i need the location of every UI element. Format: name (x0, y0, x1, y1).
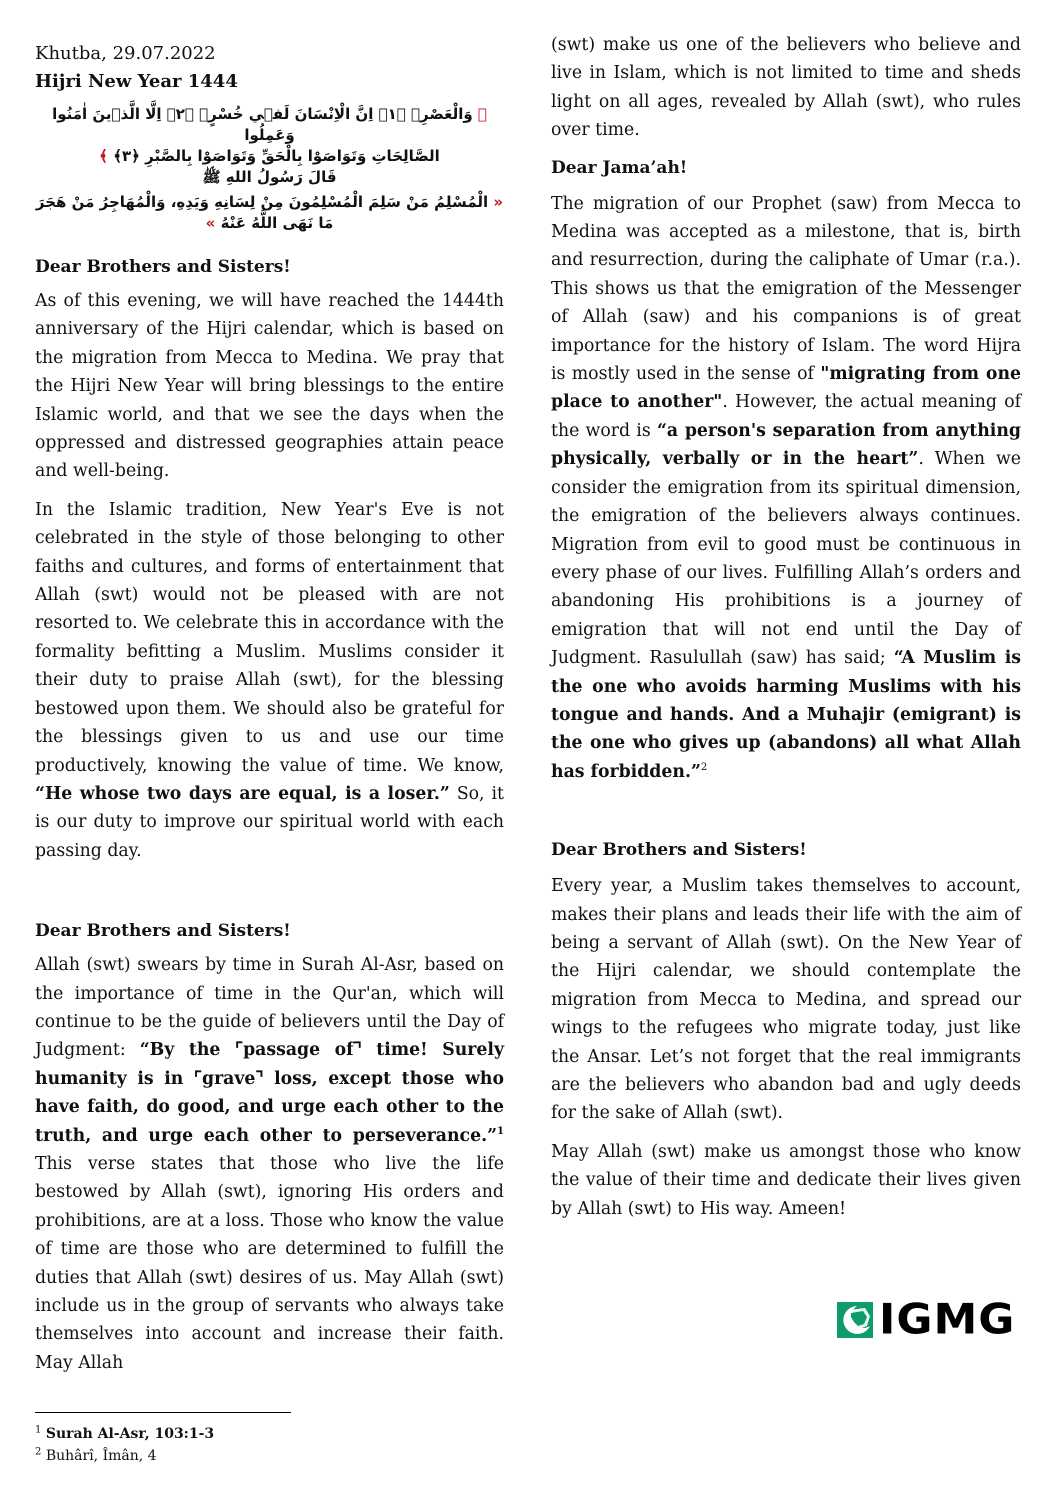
verse-line-2: الصَّالِحَاتِ وَتَوَاصَوْا بِالْحَقِّ وَتَوَاصَوْا بِالصَّبْرِ ﴿٣﴾ (113, 147, 440, 165)
document-date: Khutba, 29.07.2022 (35, 43, 216, 64)
quote-bold: "migrating from one place to another" (551, 364, 1022, 413)
footnote-ref[interactable]: 2 (700, 761, 708, 773)
paragraph (35, 496, 504, 865)
document-title: Hijri New Year 1444 (35, 71, 238, 92)
footnote-ref[interactable]: 1 (497, 1125, 504, 1137)
paragraph-text: . When we consider the emigration from its spiritual dimension, the emigration of the believers always continues. Migration from evil to good must be continuous in every phase of our lives. Fulfilling Allah’s orders and abandoning His prohibitions is a journey of emigration that will not end until the Day of Judgment. Rasulullah (saw) has said; (551, 449, 1022, 669)
hadith-intro: قَالَ رَسُولُ اللهِ ﷺ (202, 168, 337, 186)
quote-bold: “By the ⌜passage of⌝ time! Surely humanity is in ⌜grave⌝ loss, except those who have faith, do good, and urge each other to the truth, and urge each other to perseverance.” (35, 1040, 504, 1146)
footnote-text: Surah Al-Asr, 103:1-3 (45, 1426, 215, 1442)
paragraph: May Allah (swt) make us amongst those who know the value of their time and dedicate their lives given by Allah (swt) to His way. Ameen! (551, 1141, 1021, 1219)
verse-line-1: وَالْعَصْرِۙ ﴿١﴾ اِنَّ الْاِنْسَانَ لَف۪ي خُسْرٍۙ ﴿٢﴾ اِلَّا الَّذ۪ينَ اٰمَنُوا وَعَمِلُوا (52, 105, 473, 144)
left-column (35, 253, 504, 1377)
igmg-logo (837, 1295, 1016, 1344)
section-heading: Dear Brothers and Sisters! (35, 257, 291, 277)
footnote-divider (35, 1412, 291, 1413)
quran-verse (35, 104, 504, 188)
hadith-open-quote: « (493, 193, 504, 211)
paragraph (35, 951, 504, 1377)
quote-bold: “He whose two days are equal, is a loser.” (35, 783, 450, 804)
verse-close-bracket: ﴾ (99, 147, 108, 165)
paragraph-text: . However, the actual meaning of the word is (551, 392, 1022, 441)
paragraph-text: The migration of our Prophet (saw) from Mecca to Medina was accepted as a milestone, that is, birth and resurrection, during the caliphate of Umar (r.a.). This shows us that the emigration of the Messenger of Allah (saw) and his companions is of great importance for the history of Islam. The word Hijra is mostly used in the sense of (551, 193, 1021, 385)
paragraph: Every year, a Muslim takes themselves to account, makes their plans and leads their life with the aim of being a servant of Allah (swt). On the New Year of the Hijri calendar, we should contemplate the migration from Mecca to Medina, and spread our wings to the refugees who migrate today, just like the Ansar. Let’s not forget that the real immigrants are the believers who abandon bad and ugly deeds for the sake of Allah (swt). (551, 876, 1021, 1124)
paragraph-text: In the Islamic tradition, New Year's Eve is not celebrated in the style of those belonging to other faiths and cultures, and forms of entertainment that Allah (swt) would not be pleased with are not resorted to. We celebrate this in accordance with the formality befitting a Muslim. Muslims consider it their duty to praise Allah (swt), for the blessing bestowed upon them. We should also be grateful for the blessings given to us and use our time productively, knowing the value of time. We know, (35, 499, 504, 776)
quote-bold: “a person's separation from anything physically, verbally or in the heart” (551, 420, 1021, 470)
paragraph-text: So, it is our duty to improve our spiritual world with each passing day. (35, 783, 504, 861)
paragraph-text: Allah (swt) swears by time in Surah Al-Asr, based on the importance of time in the Qur'an, which will continue to be the guide of believers until the Day of Judgment: (35, 955, 504, 1061)
logo-text: IGMG (879, 1295, 1016, 1344)
footnote-1 (35, 1424, 214, 1444)
hadith-close-quote: » (205, 214, 216, 232)
right-column (551, 31, 1021, 1223)
verse-open-bracket: ﴿ (477, 105, 487, 123)
hadith-arabic (35, 192, 504, 234)
footnote-number: 2 (35, 1446, 42, 1458)
footnote-text: Buhârî, Îmân, 4 (45, 1448, 157, 1464)
footnote-2 (35, 1446, 157, 1466)
paragraph-text: This verse states that those who live the life bestowed by Allah (swt), ignoring His orders and prohibitions, are at a loss. Those who know the value of time are those who are determined to fulfill the duties that Allah (swt) desires of us. May Allah (swt) include us in the group of servants who always take themselves into account and increase their faith. May Allah (35, 1153, 504, 1373)
paragraph (551, 190, 1021, 787)
hadith-text: الْمُسْلِمُ مَنْ سَلِمَ الْمُسْلِمُونَ مِنْ لِسَانِهِ وَيَدِهِ، وَالْمُهَاجِرُ مَنْ هَجَرَ مَا نَهَى اللَّهُ عَنْهُ (35, 193, 489, 232)
paragraph: (swt) make us one of the believers who believe and live in Islam, which is not limited to time and sheds light on all ages, revealed by Allah (swt), who rules over time. (551, 35, 1021, 141)
crescent-globe-icon (837, 1302, 873, 1338)
section-heading: Dear Brothers and Sisters! (551, 840, 807, 861)
quote-bold: “A Muslim is the one who avoids harming Muslims with his tongue and hands. And a Muhajir (emigrant) is the one who gives up (abandons) all what Allah has forbidden.” (551, 648, 1021, 782)
section-heading: Dear Jama’ah! (551, 157, 688, 178)
paragraph: As of this evening, we will have reached the 1444th anniversary of the Hijri calendar, which is based on the migration from Mecca to Medina. We pray that the Hijri New Year will bring blessings to the entire Islamic world, and that we see the days when the oppressed and distressed geographies attain peace and well-being. (35, 291, 504, 482)
footnote-number: 1 (35, 1424, 42, 1436)
section-heading: Dear Brothers and Sisters! (35, 921, 291, 942)
